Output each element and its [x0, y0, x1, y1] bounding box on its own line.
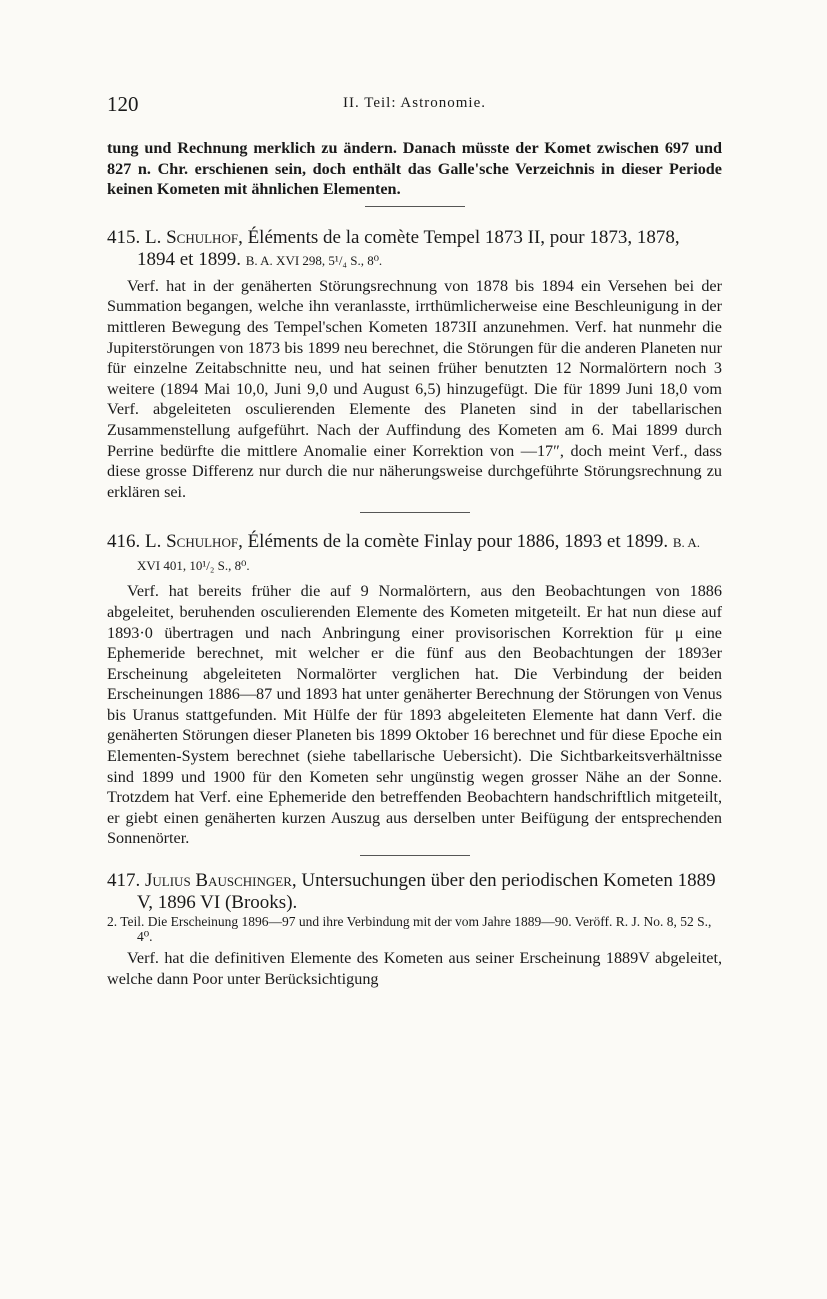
- separator-rule: [360, 512, 470, 513]
- entry-number: 417.: [107, 870, 141, 892]
- entry-heading: [107, 870, 722, 944]
- entry-416: [107, 531, 722, 849]
- entry-title: Éléments de la comète Finlay pour 1886, 1893 et 1899.: [247, 531, 669, 553]
- entry-heading: [107, 531, 722, 577]
- entry-source: B. A. XVI 298, 5¹/₄ S., 8⁰.: [245, 252, 383, 268]
- separator-rule: [365, 206, 465, 207]
- entry-author: Julius Bauschinger,: [145, 870, 297, 892]
- continuation-paragraph: tung und Rechnung merklich zu ändern. Danach müsste der Komet zwischen 697 und 827 n. Chr. erschienen sein, doch enthält das Galle'sche Verzeichnis in dieser Periode keinen Kometen mit ähnlichen Elementen.: [107, 139, 722, 199]
- entry-417: [107, 870, 722, 989]
- entry-title: Untersuchungen über den periodischen Kometen 1889 V, 1896 VI (Brooks).: [137, 870, 716, 914]
- entry-number: 415.: [107, 226, 141, 248]
- entry-number: 416.: [107, 531, 141, 553]
- body-text: [107, 138, 722, 989]
- entry-text: Verf. hat in der genäherten Störungsrechnung von 1878 bis 1894 ein Versehen bei der Summation begangen, welche ihn veranlasste, irrthümlicherweise eine Beschleunigung in der mittleren Bewegung des Tempel'schen Kometen 1873II anzunehmen. Verf. hat nunmehr die Jupiterstörungen von 1873 bis 1899 neu berechnet, die Störungen für die anderen Planeten nur für einzelne Zeitabschnitte neu, und hat seinen früher benutzten 12 Normalörtern noch 3 weitere (1894 Mai 10,0, Juni 9,0 und August 6,5) hinzugefügt. Die für 1899 Juni 18,0 vom Verf. abgeleiteten osculierenden Elemente des Planeten sind in der tabellarischen Zusammenstellung aufgeführt. Nach der Auffindung des Kometen am 6. Mai 1899 durch Perrine bedürfte die mittlere Anomalie einer Korrektion von —17″, doch meint Verf., dass diese grosse Differenz nur durch die nur näherungsweise durchgeführte Störungsrechnung zu erklären sei.: [107, 276, 722, 501]
- entry-title: Éléments de la comète Tempel 1873 II, pour 1873, 1878, 1894 et 1899.: [137, 226, 680, 270]
- entry-author: L. Schulhof,: [145, 226, 243, 248]
- running-head: II. Teil: Astronomie.: [343, 95, 486, 111]
- entry-text: Verf. hat bereits früher die auf 9 Normalörtern, aus den Beobachtungen von 1886 abgeleitet, beruhenden osculierenden Elemente des Kometen mitgeteilt. Er hat nun diese auf 1893·0 übertragen und nach Anbringung einer provisorischen Korrektion für μ eine Ephemeride berechnet, mit welcher er die fünf aus den Beobachtungen der 1893er Erscheinung abgeleiteten Normalörter verglichen hat. Die Verbindung der beiden Erscheinungen 1886—87 und 1893 hat unter genäherter Berechnung der Störungen von Venus bis Uranus stattgefunden. Mit Hülfe der für 1893 abgeleiteten Elemente hat dann Verf. die genäherten Störungen dieser Planeten bis 1899 Oktober 16 berechnet und für diese Epoche ein Elementen-System berechnet (siehe tabellarische Uebersicht). Die Sichtbarkeitsverhältnisse sind 1899 und 1900 für den Kometen sehr ungünstig wegen grosser Nähe an der Sonne. Trotzdem hat Verf. eine Ephemeride den betreffenden Beobachtern handschriftlich mitgeteilt, er giebt einen genäherten kurzen Auszug aus derselben unter Beifügung der entsprechenden Sonnenörter.: [107, 582, 722, 848]
- entry-source: 2. Teil. Die Erscheinung 1896—97 und ihre Verbindung mit der vom Jahre 1889—90. Veröff. R. J. No. 8, 52 S., 4⁰.: [107, 914, 712, 945]
- entry-author: L. Schulhof,: [145, 531, 243, 553]
- entry-heading: [107, 227, 722, 272]
- entry-text: Verf. hat die definitiven Elemente des Kometen aus seiner Erscheinung 1889V abgeleitet, welche dann Poor unter Berücksichtigung: [107, 949, 722, 988]
- entry-source: B. A. XVI 401, 10¹/₂ S., 8⁰.: [137, 535, 700, 574]
- entry-415: [107, 227, 722, 503]
- page-number: 120: [107, 92, 139, 116]
- separator-rule: [360, 855, 470, 856]
- page-header: [107, 92, 722, 116]
